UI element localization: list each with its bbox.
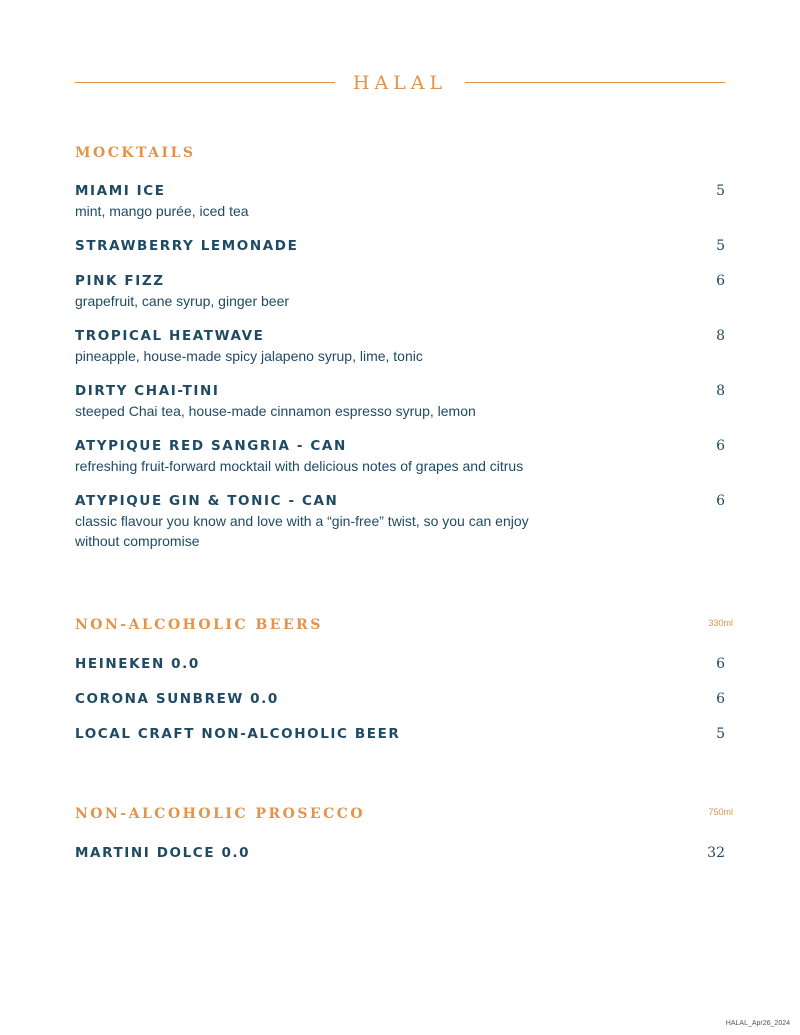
section-title: NON-ALCOHOLIC PROSECCO [75, 806, 366, 822]
section-header [75, 804, 733, 824]
header-rule-right [465, 82, 725, 83]
item-price: 8 [716, 383, 725, 399]
page-title: HALAL [352, 72, 448, 94]
item-description: mint, mango purée, iced tea [75, 203, 249, 219]
menu-item [75, 326, 725, 366]
menu-item [75, 843, 725, 863]
item-price: 5 [716, 183, 725, 199]
item-price: 6 [716, 273, 725, 289]
item-name: DIRTY CHAI-TINI [75, 383, 220, 399]
section-header [75, 615, 733, 635]
menu-item [75, 436, 725, 476]
serving-size-label: 330ml [708, 618, 733, 628]
section-mocktails [75, 143, 725, 566]
section-header [75, 143, 725, 163]
item-description: grapefruit, cane syrup, ginger beer [75, 293, 290, 309]
item-price: 5 [716, 726, 725, 742]
item-name: STRAWBERRY LEMONADE [75, 238, 299, 254]
section-title: MOCKTAILS [75, 145, 196, 161]
footer-version-code: HALAL_Apr26_2024 [725, 1020, 790, 1027]
item-name: ATYPIQUE GIN & TONIC - CAN [75, 493, 339, 509]
section-non-alcoholic-prosecco [75, 804, 733, 863]
item-name: LOCAL CRAFT NON-ALCOHOLIC BEER [75, 726, 401, 742]
item-name: CORONA SUNBREW 0.0 [75, 691, 279, 707]
item-name: ATYPIQUE RED SANGRIA - CAN [75, 438, 347, 454]
menu-item [75, 491, 725, 551]
section-non-alcoholic-beers [75, 615, 733, 759]
serving-size-label: 750ml [708, 807, 733, 817]
menu-item [75, 236, 725, 256]
item-description: pineapple, house-made spicy jalapeno syrup, lime, tonic [75, 348, 423, 364]
item-price: 8 [716, 328, 725, 344]
item-description: steeped Chai tea, house-made cinnamon espresso syrup, lemon [75, 403, 476, 419]
item-price: 6 [716, 493, 725, 509]
section-title: NON-ALCOHOLIC BEERS [75, 617, 323, 633]
menu-item [75, 271, 725, 311]
menu-item [75, 724, 725, 744]
item-price: 32 [707, 845, 725, 861]
item-price: 6 [716, 438, 725, 454]
item-name: TROPICAL HEATWAVE [75, 328, 265, 344]
item-price: 5 [716, 238, 725, 254]
menu-item [75, 181, 725, 221]
item-description: classic flavour you know and love with a “gin-free” twist, so you can enjoy without compromise [75, 513, 529, 549]
item-description: refreshing fruit-forward mocktail with delicious notes of grapes and citrus [75, 458, 524, 474]
menu-item [75, 654, 725, 674]
item-name: MARTINI DOLCE 0.0 [75, 845, 251, 861]
item-price: 6 [716, 656, 725, 672]
item-name: PINK FIZZ [75, 273, 165, 289]
item-price: 6 [716, 691, 725, 707]
item-name: MIAMI ICE [75, 183, 166, 199]
menu-item [75, 689, 725, 709]
item-name: HEINEKEN 0.0 [75, 656, 200, 672]
page-header [75, 70, 725, 96]
menu-item [75, 381, 725, 421]
